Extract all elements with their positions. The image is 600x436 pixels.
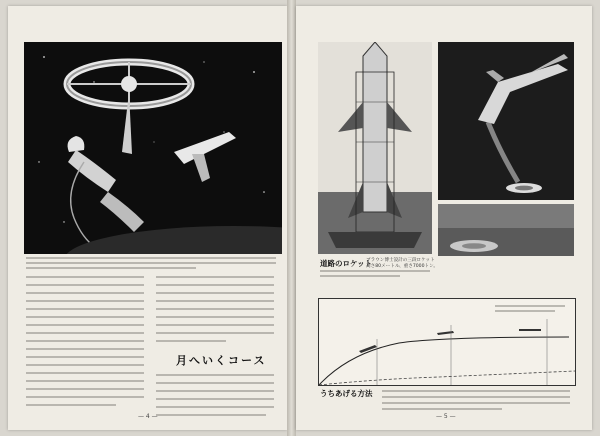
left-page [8,6,287,430]
diagram-top-note [495,305,571,312]
page-number: — 5 — [436,413,456,420]
launch-method-body-text [382,390,572,410]
section-body-text [156,374,276,422]
rocket-caption-body: ブラウン博士設計の三段ロケット 高さ80メートル、重さ7000トン。 [366,258,438,269]
left-column-body-text [26,276,146,412]
book-gutter [287,0,296,436]
space-station-illustration [24,42,282,254]
illustration-caption [26,257,280,269]
landing-platform-illustration [438,204,574,256]
launch-trajectory-diagram [318,298,576,386]
rocket-launch-illustration [438,42,574,200]
right-column-body-text [156,276,276,348]
right-page [296,6,592,430]
rocket-gantry-illustration [318,42,432,254]
rocket-caption-extra [320,270,440,277]
rocket-caption-title: 道路のロケット [320,259,373,268]
section-heading: 月へいくコース [176,354,267,367]
launch-method-heading: うちあげる方法 [320,389,373,398]
page-number: — 4 — [138,413,158,420]
